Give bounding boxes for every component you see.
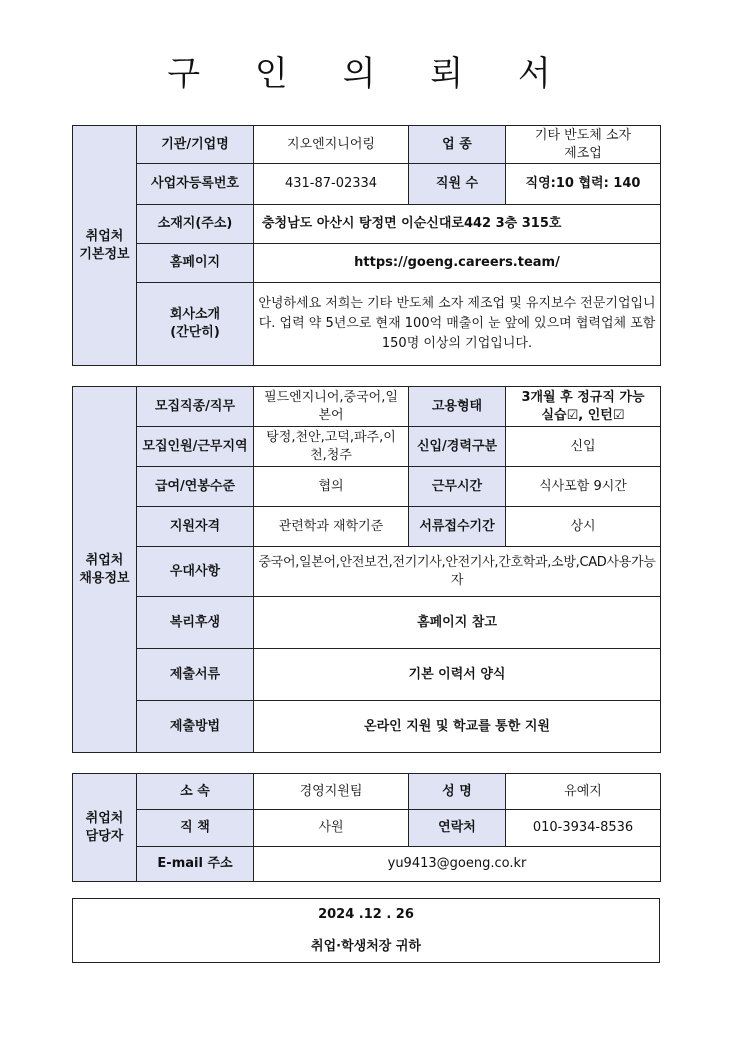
position-value: 사원	[254, 810, 409, 847]
homepage-label: 홈페이지	[137, 244, 254, 283]
org-label: 기관/기업명	[137, 126, 254, 164]
method-label: 제출방법	[137, 701, 254, 753]
pref-label: 우대사항	[137, 547, 254, 597]
contact-info-table	[72, 773, 661, 882]
career-label: 신입/경력구분	[409, 427, 506, 467]
page-title: 구 인 의 뢰 서	[167, 54, 573, 94]
employ-label: 고용형태	[409, 387, 506, 427]
regno-label: 사업자등록번호	[137, 164, 254, 205]
job-value: 필드엔지니어,중국어,일 본어	[254, 387, 409, 427]
job-label: 모집직종/직무	[137, 387, 254, 427]
career-value: 신입	[506, 427, 661, 467]
welfare-value: 홈페이지 참고	[254, 597, 661, 649]
recipient: 취업·학생처장 귀하	[311, 938, 421, 954]
name-label: 성 명	[409, 774, 506, 810]
hours-label: 근무시간	[409, 467, 506, 507]
phone-label: 연락처	[409, 810, 506, 847]
period-label: 서류접수기간	[409, 507, 506, 547]
submit-date: 2024 .12 . 26	[318, 906, 414, 922]
region-label: 모집인원/근무지역	[137, 427, 254, 467]
salary-value: 협의	[254, 467, 409, 507]
staff-label: 직원 수	[409, 164, 506, 205]
footer-cell	[73, 899, 660, 963]
dept-value: 경영지원팀	[254, 774, 409, 810]
org-value: 지오엔지니어링	[254, 126, 409, 164]
employ-value: 3개월 후 정규직 가능 실습☑, 인턴☑	[506, 387, 661, 427]
address-label: 소재지(주소)	[137, 205, 254, 244]
staff-value: 직영:10 협력: 140	[506, 164, 661, 205]
region-value: 탕정,천안,고덕,파주,이 천,청주	[254, 427, 409, 467]
welfare-label: 복리후생	[137, 597, 254, 649]
dept-label: 소 속	[137, 774, 254, 810]
qual-label: 지원자격	[137, 507, 254, 547]
period-value: 상시	[506, 507, 661, 547]
position-label: 직 책	[137, 810, 254, 847]
docs-label: 제출서류	[137, 649, 254, 701]
phone-value: 010-3934-8536	[506, 810, 661, 847]
method-value: 온라인 지원 및 학교를 통한 지원	[254, 701, 661, 753]
salary-label: 급여/연봉수준	[137, 467, 254, 507]
industry-label: 업 종	[409, 126, 506, 164]
homepage-value: https://goeng.careers.team/	[254, 244, 661, 283]
pref-value: 중국어,일본어,안전보건,전기기사,안전기사,간호학과,소방,CAD사용가능자	[254, 547, 661, 597]
recruit-info-table	[72, 386, 661, 753]
intro-label: 회사소개 (간단히)	[137, 283, 254, 366]
basic-info-table	[72, 125, 661, 366]
email-label: E-mail 주소	[137, 847, 254, 882]
contact-section-header: 취업처 담당자	[73, 774, 137, 882]
industry-value: 기타 반도체 소자 제조업	[506, 126, 661, 164]
name-value: 유예지	[506, 774, 661, 810]
basic-section-header: 취업처 기본정보	[73, 126, 137, 366]
docs-value: 기본 이력서 양식	[254, 649, 661, 701]
email-value: yu9413@goeng.co.kr	[254, 847, 661, 882]
regno-value: 431-87-02334	[254, 164, 409, 205]
address-value: 충청남도 아산시 탕정면 이순신대로442 3층 315호	[254, 205, 661, 244]
hours-value: 식사포함 9시간	[506, 467, 661, 507]
footer-box	[72, 898, 660, 963]
intro-value: 안녕하세요 저희는 기타 반도체 소자 제조업 및 유지보수 전문기업입니다. 업력 약 5년으로 현재 100억 매출이 눈 앞에 있으며 협력업체 포함 150명 이상의 기업입니다.	[254, 283, 661, 366]
recruit-section-header: 취업처 채용정보	[73, 387, 137, 753]
qual-value: 관련학과 재학기준	[254, 507, 409, 547]
